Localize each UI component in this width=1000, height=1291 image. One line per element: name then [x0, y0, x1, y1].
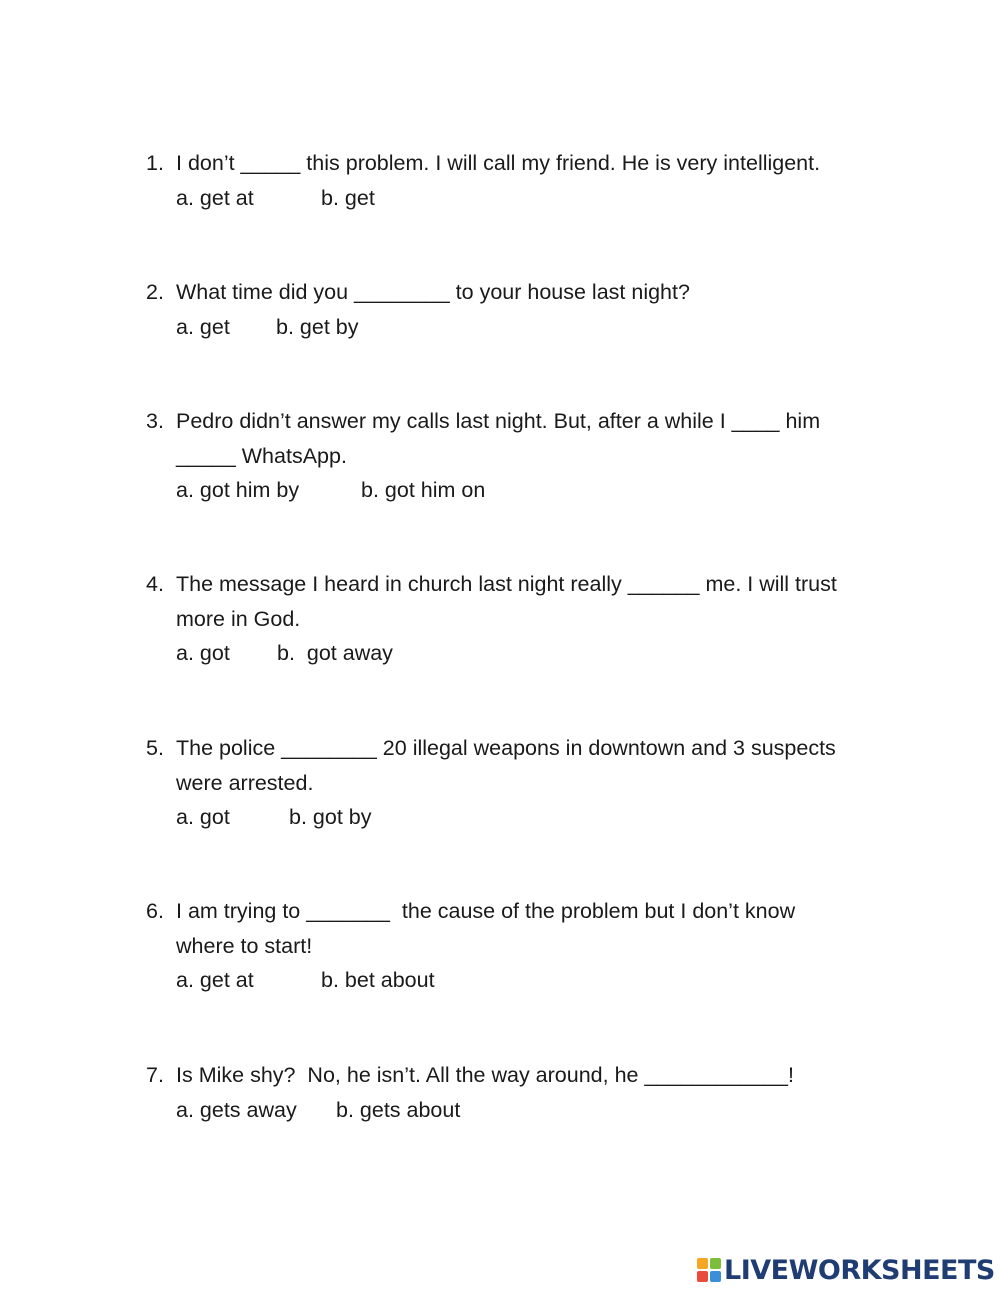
question-text-line: where to start!	[176, 933, 313, 958]
answer-options	[146, 310, 936, 345]
option-a[interactable]: a. got him by	[176, 478, 300, 502]
question-5	[146, 731, 936, 835]
option-b[interactable]: b. got away	[277, 641, 393, 665]
question-text-line: 7. Is Mike shy? No, he isn’t. All the way around, he ____________!	[146, 1058, 936, 1093]
question-7	[146, 1058, 936, 1127]
question-1	[146, 146, 936, 215]
logo-text: LIVEWORKSHEETS	[724, 1254, 995, 1286]
question-number: 6.	[146, 899, 164, 923]
question-text-line: were arrested.	[176, 770, 314, 795]
option-a[interactable]: a. get at	[176, 968, 254, 992]
question-number: 3.	[146, 409, 164, 433]
logo-mark-square	[710, 1258, 721, 1269]
question-text-line: 5. The police ________ 20 illegal weapons in downtown and 3 suspects	[146, 731, 936, 766]
answer-options	[146, 636, 936, 671]
question-text-line: 3. Pedro didn’t answer my calls last night. But, after a while I ____ him	[146, 404, 936, 439]
option-a[interactable]: a. get at	[176, 185, 254, 210]
question-number: 7.	[146, 1063, 164, 1087]
answer-options	[146, 473, 936, 508]
answer-options	[146, 181, 936, 216]
question-number: 4.	[146, 572, 164, 596]
question-2	[146, 275, 936, 344]
answer-options	[146, 800, 936, 835]
logo-mark-square	[697, 1271, 708, 1282]
question-text-line: more in God.	[176, 606, 301, 631]
question-number: 1.	[146, 151, 164, 175]
question-text-line: 1. I don’t _____ this problem. I will call my friend. He is very intelligent.	[146, 146, 936, 181]
question-text-line: 4. The message I heard in church last night really ______ me. I will trust	[146, 567, 936, 602]
option-a[interactable]: a. got	[176, 641, 230, 665]
question-number: 5.	[146, 736, 164, 760]
option-b[interactable]: b. got by	[289, 805, 372, 829]
option-b[interactable]: b. got him on	[361, 478, 486, 502]
option-b[interactable]: b. gets about	[336, 1097, 461, 1122]
question-number: 2.	[146, 280, 164, 304]
option-b[interactable]: b. bet about	[321, 968, 435, 992]
logo-mark-square	[697, 1258, 708, 1269]
option-b[interactable]: b. get by	[276, 314, 359, 339]
answer-options	[146, 963, 936, 998]
question-text-line: _____ WhatsApp.	[176, 443, 347, 468]
option-a[interactable]: a. gets away	[176, 1097, 297, 1122]
answer-options	[146, 1093, 936, 1128]
question-text-line: 2. What time did you ________ to your house last night?	[146, 275, 936, 310]
question-6	[146, 894, 936, 998]
liveworksheets-logo	[697, 1255, 995, 1285]
option-b[interactable]: b. get	[321, 185, 375, 210]
option-a[interactable]: a. got	[176, 805, 230, 829]
question-3	[146, 404, 936, 508]
liveworksheets-logo-icon	[697, 1258, 721, 1282]
option-a[interactable]: a. get	[176, 314, 230, 339]
logo-mark-square	[710, 1271, 721, 1282]
question-4	[146, 567, 936, 671]
question-text-line: 6. I am trying to _______ the cause of the problem but I don’t know	[146, 894, 936, 929]
